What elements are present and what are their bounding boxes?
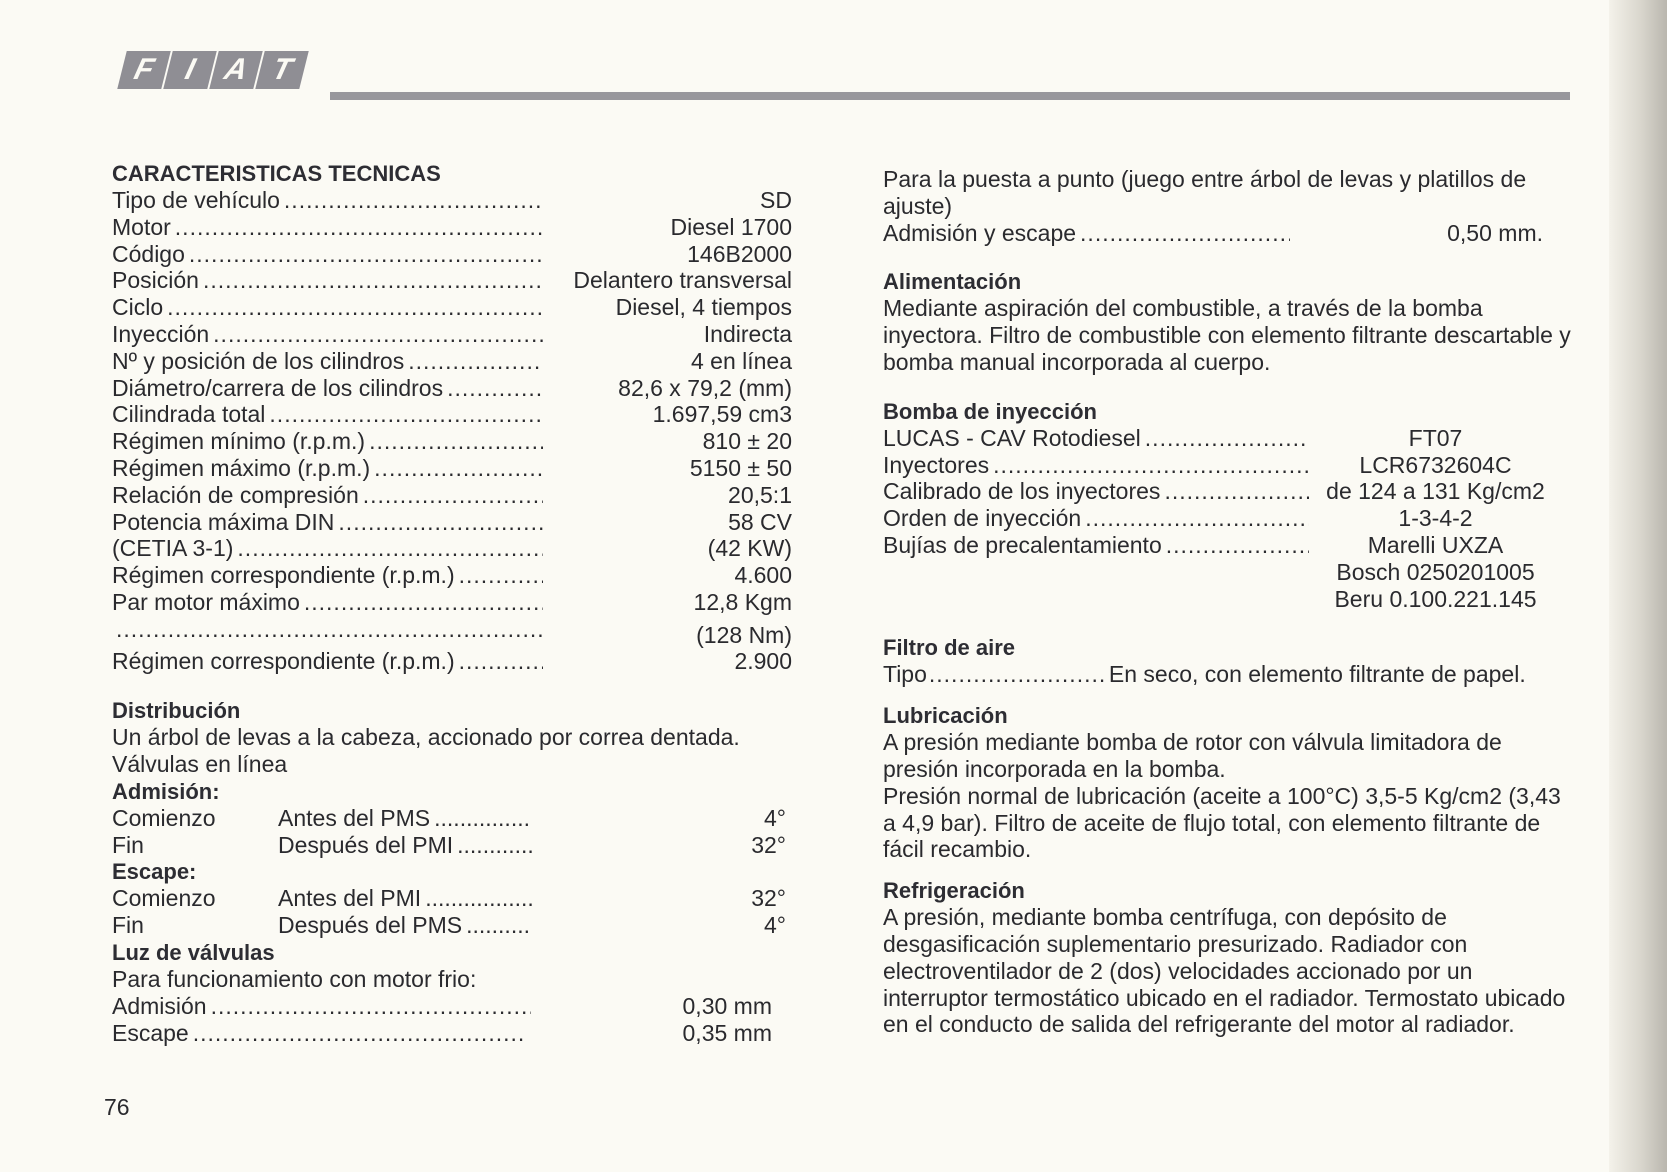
spec-value: Diesel 1700 (670, 213, 792, 240)
spec-row (112, 616, 792, 649)
filtro-label: Tipo (883, 661, 927, 688)
leader-dots (434, 805, 532, 832)
page-number: 76 (104, 1094, 130, 1120)
spec-row (112, 509, 792, 536)
spec-row (112, 428, 792, 455)
timing-ref: Después del PMI (278, 831, 454, 858)
spec-row (112, 375, 792, 402)
spec-value: 5150 ± 50 (689, 454, 792, 481)
section-title-refrigeracion: Refrigeración (883, 878, 1025, 904)
leader-dots (203, 267, 543, 294)
leader-dots (369, 428, 543, 455)
leader-dots (338, 509, 543, 536)
timing-row (112, 885, 792, 912)
clearance-value: 0,30 mm (682, 992, 772, 1019)
pump-value: Marelli UXZA (1367, 531, 1504, 558)
spec-value: Indirecta (703, 320, 792, 347)
leader-dots (1145, 425, 1309, 452)
pump-value: de 124 a 131 Kg/cm2 (1326, 478, 1545, 505)
spec-row (112, 348, 792, 375)
leader-dots (425, 885, 532, 912)
spec-label: Diámetro/carrera de los cilindros (112, 374, 444, 401)
leader-dots (374, 455, 543, 482)
timing-ref: Después del PMS (278, 912, 463, 939)
spec-label: Régimen correspondiente (r.p.m.) (112, 562, 455, 589)
spec-value: Diesel, 4 tiempos (615, 294, 792, 321)
leader-dots (237, 535, 543, 562)
spec-value: 810 ± 20 (702, 428, 792, 455)
logo-letter: A (209, 51, 262, 89)
timing-value: 4° (764, 804, 786, 831)
leader-dots (211, 993, 531, 1020)
pump-row (883, 532, 1573, 559)
alimentacion-text: Mediante aspiración del combustible, a través de la bomba inyectora. Filtro de combustible con elemento filtrante descartable y bomba manual incorporada al cuerpo. (883, 295, 1571, 375)
pump-row (883, 425, 1573, 452)
spec-value: 82,6 x 79,2 (mm) (618, 374, 792, 401)
section-title-lubricacion: Lubricación (883, 703, 1008, 729)
header-rule (330, 92, 1570, 100)
left-column (112, 160, 792, 1046)
clearance-label: Escape (112, 1019, 189, 1046)
spec-label: Ciclo (112, 294, 164, 321)
section-title-filtro: Filtro de aire (883, 635, 1016, 661)
spec-label: Nº y posición de los cilindros (112, 347, 405, 374)
section-title-caracteristicas: CARACTERISTICAS TECNICAS (112, 161, 441, 186)
clearance-row (112, 1020, 772, 1047)
timing-event: Comienzo (112, 804, 216, 831)
leader-dots (1085, 505, 1309, 532)
spec-row (112, 241, 792, 268)
section-title-distribucion: Distribución (112, 698, 241, 724)
timing-value: 32° (751, 885, 786, 912)
leader-dots (993, 452, 1309, 479)
timing-ref: Antes del PMS (278, 804, 431, 831)
leader-dots (466, 912, 532, 939)
timing-ref: Antes del PMI (278, 885, 422, 912)
pump-label: Bujías de precalentamiento (883, 531, 1162, 558)
spec-row (112, 648, 792, 675)
pump-row (883, 505, 1573, 532)
refrigeracion-text: A presión, mediante bomba centrífuga, con depósito de desgasificación suplementario presurizado. Radiador con electroventilador de 2 (dos) velocidades accionado por un interruptor termostático ubicado en el radiador. Termostato ubicado en el conducto de salida del refrigerante del motor al radiador. (883, 904, 1566, 1038)
spec-value: 2.900 (734, 648, 792, 675)
spec-row (112, 535, 792, 562)
right-column (883, 166, 1573, 1038)
spec-label: Régimen mínimo (r.p.m.) (112, 428, 366, 455)
pump-value: LCR6732604C (1359, 451, 1512, 478)
spec-row (112, 562, 792, 589)
leader-dots (213, 321, 543, 348)
clearance-value: 0,35 mm (682, 1019, 772, 1046)
logo-letter: T (255, 51, 308, 89)
leader-dots (408, 348, 543, 375)
fiat-logo (122, 51, 304, 89)
spec-row (112, 482, 792, 509)
spec-label: Potencia máxima DIN (112, 508, 335, 535)
leader-dots (167, 294, 543, 321)
timing-row (112, 912, 792, 939)
spec-label: Régimen máximo (r.p.m.) (112, 454, 371, 481)
spec-value: (42 KW) (707, 535, 792, 562)
lubricacion-text: Presión normal de lubricación (aceite a 100°C) 3,5-5 Kg/cm2 (3,43 a 4,9 bar). Filtro de aceite de flujo total, con elemento filtrante de fácil recambio. (883, 782, 1561, 863)
puesta-row (883, 220, 1553, 247)
pump-value: Bosch 0250201005 (1336, 558, 1535, 585)
timing-value: 32° (751, 831, 786, 858)
leader-dots (1166, 532, 1309, 559)
spec-label: Tipo de vehículo (112, 187, 280, 213)
logo-letter: F (117, 51, 170, 89)
spec-row (112, 187, 792, 214)
leader-dots (304, 589, 543, 616)
spec-row (112, 321, 792, 348)
leader-dots (193, 1020, 523, 1047)
spec-row (112, 267, 792, 294)
timing-row (112, 832, 792, 859)
pump-value: FT07 (1408, 424, 1463, 451)
puesta-label: Admisión y escape (883, 219, 1077, 246)
timing-event: Comienzo (112, 885, 216, 912)
luz-intro: Para funcionamiento con motor frio: (112, 965, 477, 992)
pump-label: LUCAS - CAV Rotodiesel (883, 424, 1141, 451)
spec-label: Motor (112, 213, 171, 240)
spec-label: Régimen correspondiente (r.p.m.) (112, 648, 455, 675)
leader-dots (1080, 220, 1290, 247)
spec-list (112, 187, 792, 675)
leader-dots (447, 375, 543, 402)
timing-row (112, 805, 792, 832)
spec-value: 12,8 Kgm (693, 588, 792, 615)
leader-dots (929, 661, 1107, 688)
pump-value: 1-3-4-2 (1398, 505, 1473, 532)
leader-dots (459, 562, 543, 589)
leader-dots (189, 241, 543, 268)
spec-label: Posición (112, 267, 199, 294)
spec-value: 146B2000 (687, 240, 792, 267)
spec-value: 58 CV (728, 508, 792, 535)
logo-letter: I (163, 51, 216, 89)
section-title-alimentacion: Alimentación (883, 269, 1022, 295)
spec-value: 4 en línea (690, 347, 792, 374)
spec-value: 4.600 (734, 562, 792, 589)
filtro-value: En seco, con elemento filtrante de papel. (1108, 661, 1526, 688)
spec-label: Código (112, 240, 185, 267)
leader-dots (284, 187, 543, 214)
pump-list (883, 425, 1573, 613)
spec-value: SD (760, 187, 792, 213)
timing-event: Fin (112, 831, 144, 858)
pump-label: Calibrado de los inyectores (883, 478, 1161, 505)
leader-dots (1164, 478, 1309, 505)
leader-dots (363, 482, 543, 509)
spec-label: Inyección (112, 320, 210, 347)
spec-value: 20,5:1 (728, 481, 792, 508)
spec-label: Par motor máximo (112, 588, 300, 615)
puesta-value: 0,50 mm. (1447, 219, 1543, 246)
spec-row (112, 589, 792, 616)
leader-dots (269, 401, 543, 428)
pump-extra-values (883, 559, 1573, 613)
leader-dots (175, 214, 543, 241)
spec-value: 1.697,59 cm3 (652, 401, 792, 428)
pump-label: Inyectores (883, 451, 990, 478)
spec-label: (CETIA 3-1) (112, 535, 234, 562)
section-title-bomba: Bomba de inyección (883, 398, 1097, 424)
pump-value: Beru 0.100.221.145 (1334, 585, 1537, 612)
spec-row (112, 214, 792, 241)
clearance-label: Admisión (112, 992, 207, 1019)
subsection-title-luz-valvulas: Luz de válvulas (112, 939, 275, 965)
page-header (0, 0, 1667, 120)
distribucion-text: Válvulas en línea (112, 750, 288, 777)
timing-event: Fin (112, 912, 144, 939)
spec-value: Delantero transversal (573, 267, 792, 294)
clearance-row (112, 993, 772, 1020)
page-edge-shadow (1609, 0, 1667, 1172)
subsection-title-admision: Admisión: (112, 778, 220, 804)
timing-value: 4° (764, 912, 786, 939)
subsection-title-escape: Escape: (112, 859, 197, 885)
pump-label: Orden de inyección (883, 505, 1082, 532)
spec-row (112, 401, 792, 428)
spec-row (112, 294, 792, 321)
spec-label: Relación de compresión (112, 481, 359, 508)
distribucion-text: Un árbol de levas a la cabeza, accionado por correa dentada. (112, 724, 740, 751)
spec-label: Cilindrada total (112, 401, 266, 428)
spec-row (112, 455, 792, 482)
spec-value: (128 Nm) (696, 621, 792, 648)
leader-dots (116, 616, 543, 643)
puesta-a-punto-text: Para la puesta a punto (juego entre árbol de levas y platillos de ajuste) (883, 166, 1527, 219)
filtro-row (883, 661, 1563, 688)
pump-row (883, 478, 1573, 505)
pump-row (883, 452, 1573, 479)
leader-dots (459, 648, 543, 675)
leader-dots (457, 832, 532, 859)
lubricacion-text: A presión mediante bomba de rotor con válvula limitadora de presión incorporada en la bomba. (883, 729, 1502, 782)
